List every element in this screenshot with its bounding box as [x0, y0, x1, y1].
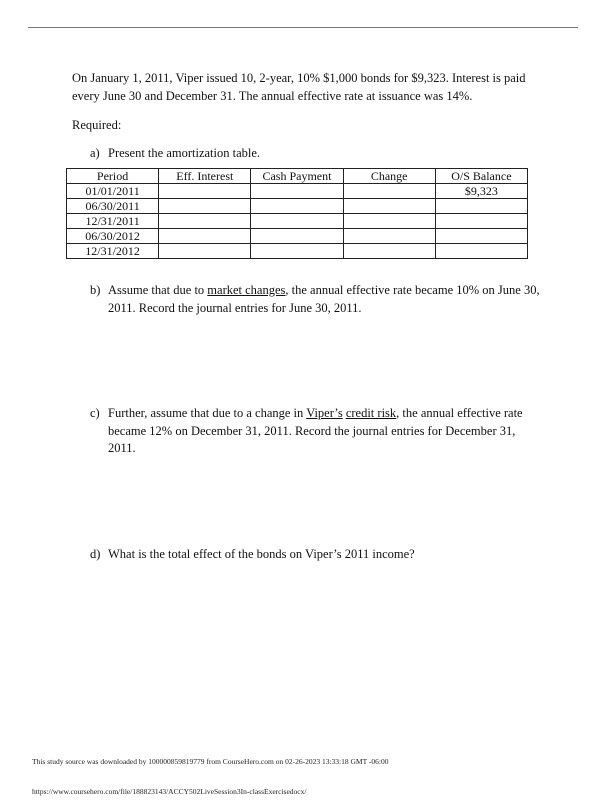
table-cell: [251, 184, 343, 199]
question-d: [90, 546, 542, 564]
question-c: [90, 405, 542, 458]
table-row: [67, 184, 528, 199]
table-cell: [251, 199, 343, 214]
header-eff-interest: Eff. Interest: [159, 169, 251, 184]
question-a: [90, 145, 542, 163]
table-cell: [435, 229, 527, 244]
table-row: [67, 214, 528, 229]
table-cell: [343, 199, 435, 214]
table-cell: [159, 214, 251, 229]
question-c-label: c): [90, 406, 100, 420]
question-b-text-2: , the annual effective rate became 10% on June 30, 2011. Record the journal entries for June 30, 2011.: [108, 283, 540, 315]
header-period: Period: [67, 169, 159, 184]
question-d-text: What is the total effect of the bonds on Viper’s 2011 income?: [108, 546, 415, 561]
table-cell: [343, 244, 435, 259]
question-b-label: b): [90, 283, 101, 297]
intro-paragraph: On January 1, 2011, Viper issued 10, 2-year, 10% $1,000 bonds for $9,323. Interest is paid every June 30 and December 31. The annual effective rate at issuance was 14%.: [72, 71, 526, 103]
question-c-text-3: , the annual effective rate became 12% on December 31, 2011. Record the journal entries for December 31, 2011.: [108, 406, 523, 455]
table-cell: 01/01/2011: [67, 184, 159, 199]
question-b-text: [108, 282, 542, 317]
table-header-row: [67, 169, 528, 184]
header-change: Change: [343, 169, 435, 184]
table-cell: [251, 229, 343, 244]
table-cell: 12/31/2011: [67, 214, 159, 229]
table-cell: [435, 199, 527, 214]
question-c-text: [108, 405, 542, 458]
table-cell: [159, 199, 251, 214]
question-b-underlined: market changes: [207, 283, 286, 297]
table-row: [67, 199, 528, 214]
question-d-label: d): [90, 546, 101, 561]
table-cell: 06/30/2011: [67, 199, 159, 214]
header-cash-payment: Cash Payment: [251, 169, 343, 184]
table-cell: [159, 244, 251, 259]
header-os-balance: O/S Balance: [435, 169, 527, 184]
document-body: [72, 70, 542, 563]
question-a-label: a): [90, 145, 100, 160]
table-cell: [435, 214, 527, 229]
header-rule: [28, 27, 578, 28]
question-b-text-1: Assume that due to: [108, 283, 208, 297]
table-cell: [343, 229, 435, 244]
table-cell: [343, 184, 435, 199]
amortization-table: [66, 168, 528, 259]
question-c-text-1: Further, assume that due to a change in: [108, 406, 307, 420]
table-cell: [251, 244, 343, 259]
table-cell: [435, 244, 527, 259]
table-cell: [251, 214, 343, 229]
question-c-underlined-2: credit risk: [345, 406, 397, 420]
question-c-underlined-1: Viper’s: [306, 406, 343, 420]
question-a-text: Present the amortization table.: [108, 145, 261, 160]
footer-url: https://www.coursehero.com/file/188823143/ACCY502LiveSession3In-classExercisedocx/: [32, 787, 307, 796]
question-b: [90, 282, 542, 317]
required-label: Required:: [72, 118, 122, 132]
table-row: [67, 244, 528, 259]
table-cell: [159, 229, 251, 244]
table-cell: $9,323: [435, 184, 527, 199]
table-cell: 12/31/2012: [67, 244, 159, 259]
table-cell: [343, 214, 435, 229]
footer-download-notice: This study source was downloaded by 100000859819779 from CourseHero.com on 02-26-2023 13:33:18 GMT -06:00: [32, 757, 389, 766]
table-row: [67, 229, 528, 244]
table-cell: 06/30/2012: [67, 229, 159, 244]
table-cell: [159, 184, 251, 199]
